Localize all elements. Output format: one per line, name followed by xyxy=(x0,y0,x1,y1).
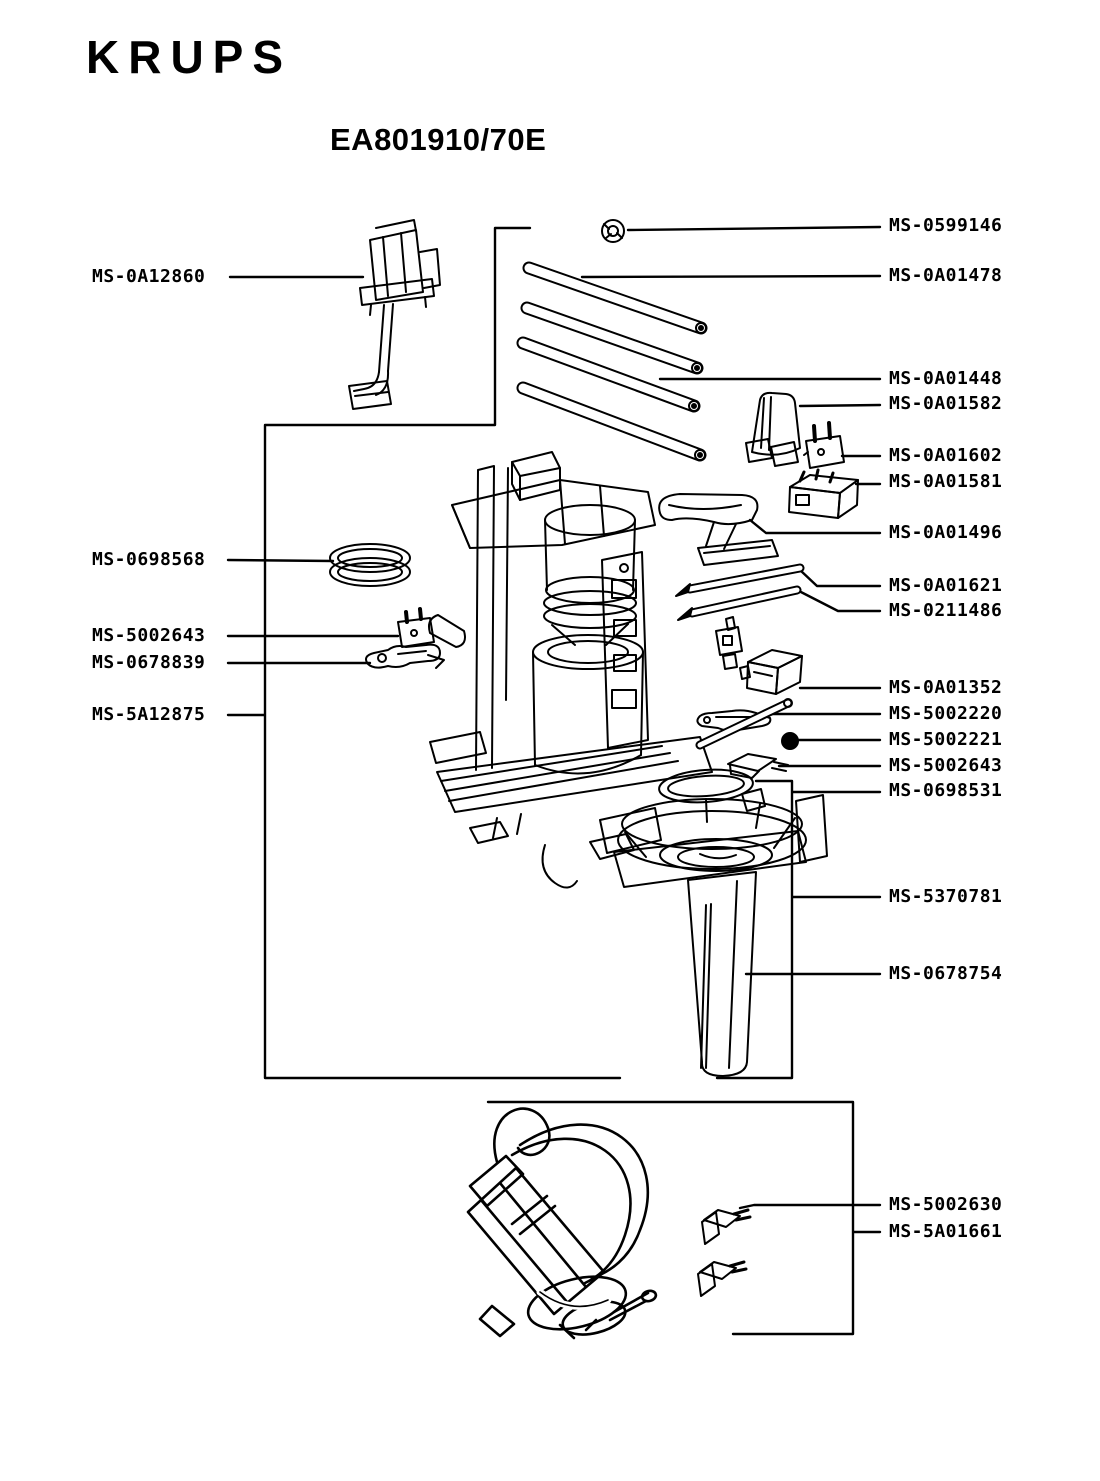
part-ms-5a01661-drawing xyxy=(698,1262,746,1296)
brand-logo: KRUPS xyxy=(86,31,293,83)
part-ms-0599146-drawing xyxy=(602,220,624,242)
part-ms-0a01581-drawing xyxy=(789,470,858,518)
part-label-ms-0a01352: MS-0A01352 xyxy=(889,677,1003,698)
part-rods-drawing xyxy=(676,568,800,620)
part-label-ms-0a01621: MS-0A01621 xyxy=(889,575,1003,596)
part-ms-0a01582-drawing xyxy=(746,393,800,466)
part-label-ms-0211486: MS-0211486 xyxy=(889,600,1003,621)
part-label-ms-5002643-right: MS-5002643 xyxy=(889,755,1003,776)
part-ms-0678839-drawing xyxy=(366,645,444,668)
part-label-ms-5002221: MS-5002221 xyxy=(889,729,1003,750)
part-label-ms-0a01602: MS-0A01602 xyxy=(889,445,1003,466)
part-motor-assembly-drawing xyxy=(468,1109,657,1341)
part-brew-unit-drawing xyxy=(429,452,792,888)
part-label-ms-0698568: MS-0698568 xyxy=(92,549,206,570)
part-label-ms-0678839: MS-0678839 xyxy=(92,652,206,673)
part-label-ms-0a01448: MS-0A01448 xyxy=(889,368,1003,389)
part-label-ms-5002220: MS-5002220 xyxy=(889,703,1003,724)
part-label-ms-0599146: MS-0599146 xyxy=(889,215,1003,236)
bracket-funnel-group xyxy=(717,781,792,1078)
part-ms-0a01352-drawing xyxy=(740,650,802,694)
part-label-ms-0678754: MS-0678754 xyxy=(889,963,1003,984)
part-ms-5002221-drawing xyxy=(782,733,798,749)
part-label-ms-5370781: MS-5370781 xyxy=(889,886,1003,907)
part-label-ms-0a12860: MS-0A12860 xyxy=(92,266,206,287)
page-title: EA801910/70E xyxy=(330,122,547,157)
part-label-ms-5a01661: MS-5A01661 xyxy=(889,1221,1003,1242)
part-ms-0698568-drawing xyxy=(330,544,410,586)
part-latch-drawing xyxy=(716,617,742,669)
part-label-ms-0a01478: MS-0A01478 xyxy=(889,265,1003,286)
part-ms-0a01602-drawing xyxy=(804,423,844,468)
part-label-ms-0698531: MS-0698531 xyxy=(889,780,1003,801)
part-tubes-drawing xyxy=(523,268,706,460)
part-label-ms-5002643-left: MS-5002643 xyxy=(92,625,206,646)
leader-lines xyxy=(228,227,880,1232)
part-ms-0a12860-drawing xyxy=(349,220,440,409)
part-label-ms-0a01496: MS-0A01496 xyxy=(889,522,1003,543)
part-label-ms-5002630: MS-5002630 xyxy=(889,1194,1003,1215)
part-label-ms-0a01582: MS-0A01582 xyxy=(889,393,1003,414)
part-label-ms-0a01581: MS-0A01581 xyxy=(889,471,1003,492)
part-label-ms-5a12875: MS-5A12875 xyxy=(92,704,206,725)
part-ms-5002630-drawing xyxy=(702,1210,750,1244)
